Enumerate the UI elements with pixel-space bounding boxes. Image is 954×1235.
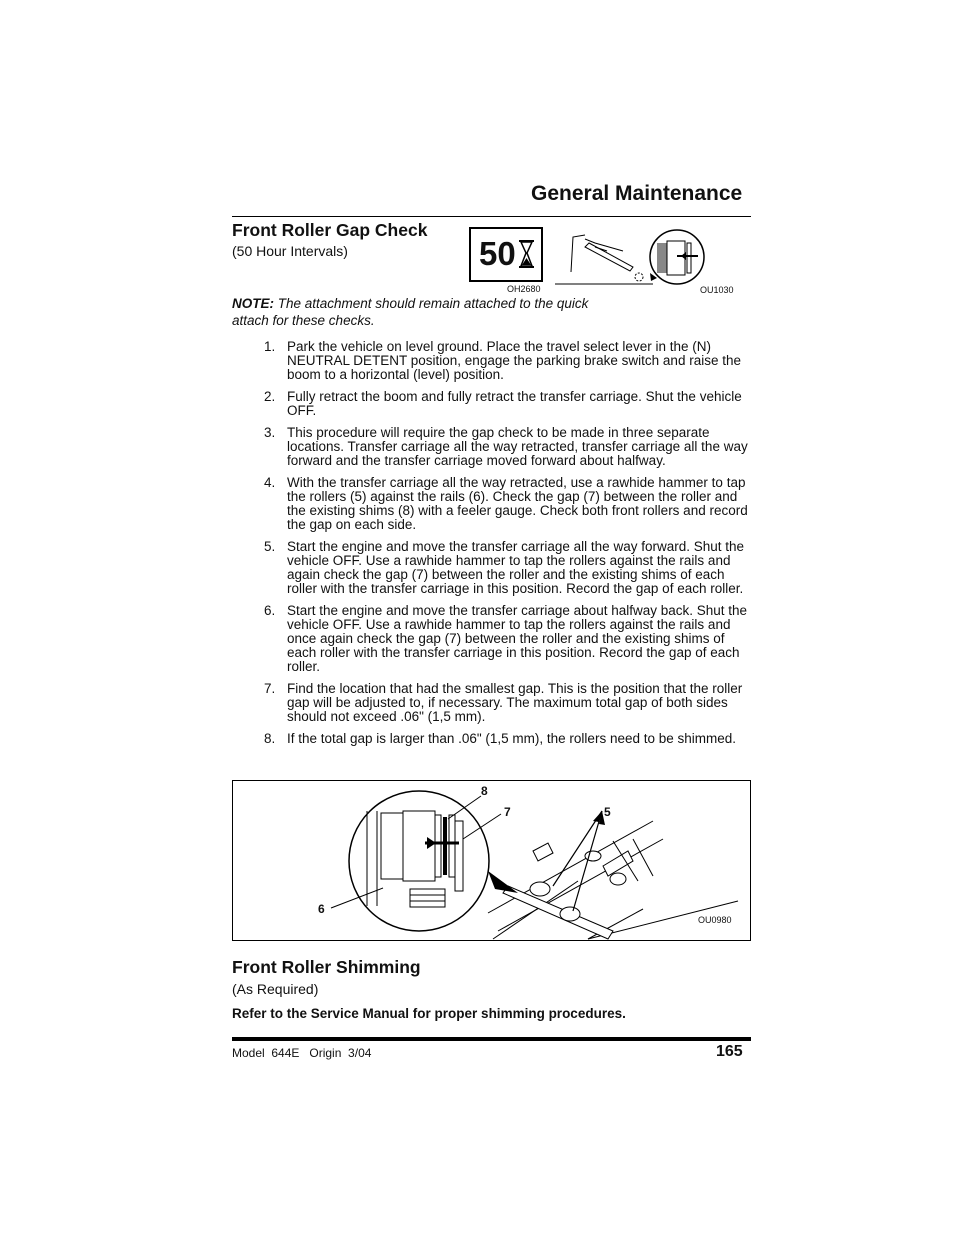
note [232,295,592,329]
step-7 [264,682,754,724]
callout-6: 6 [318,902,325,916]
step-text: Park the vehicle on level ground. Place the travel select lever in the (N) NEUTRAL DETENT position, engage the parking brake switch and raise the boom to a horizontal (level) position. [287,339,741,382]
step-1 [264,340,754,382]
step-4 [264,476,754,532]
note-label: NOTE: [232,296,274,311]
step-number: 3. [264,425,276,440]
service-manual-reference: Refer to the Service Manual for proper shimming procedures. [232,1006,626,1021]
step-text: If the total gap is larger than .06" (1,5 mm), the rollers need to be shimmed. [287,731,737,746]
page-number: 165 [716,1043,743,1060]
step-text: Start the engine and move the transfer carriage all the way forward. Shut the vehicle OFF. Use a rawhide hammer to tap the rollers against the rails and again check the gap (7) between the roller and the existing shims of each roller with the transfer carriage in this position. Record the gap of each roller. [287,539,745,596]
header-rule [232,216,751,217]
footer-model: Model 644E Origin 3/04 [232,1046,372,1060]
step-text: Start the engine and move the transfer carriage about halfway back. Shut the vehicle OFF. Use a rawhide hammer to tap the rollers against the rails and once again check the gap (7) between the roller and the existing shims of each roller with the transfer carriage in this position. Record the gap of each roller. [287,603,748,674]
step-number: 7. [264,681,276,696]
step-number: 8. [264,731,276,746]
step-text: With the transfer carriage all the way retracted, use a rawhide hammer to tap the rollers (5) against the rails (6). Check the gap (7) between the roller and the existing shims (8) with a feeler gauge. Check both front rollers and record the gap on each side. [287,475,748,532]
step-text: Find the location that had the smallest gap. This is the position that the roller gap will be adjusted to, if necessary. The maximum total gap of both sides should not exceed .06" (1,5 mm). [287,681,743,724]
step-number: 1. [264,339,276,354]
step-6 [264,604,754,674]
note-text: The attachment should remain attached to the quick attach for these checks. [232,296,589,328]
step-number: 6. [264,603,276,618]
step-2 [264,390,754,418]
chapter-title: General Maintenance [531,182,743,205]
interval-icon-box [469,227,543,282]
step-text: This procedure will require the gap check to be made in three separate locations. Transfer carriage all the way retracted, transfer carriage all the way forward and the transfer carriage moved forward about halfway. [287,425,748,468]
step-number: 2. [264,389,276,404]
hourglass-icon [518,240,535,268]
section-interval: (As Required) [232,981,319,997]
step-number: 5. [264,539,276,554]
icon-code: OH2680 [507,284,541,294]
roller-figure [232,780,751,941]
step-5 [264,540,754,596]
figure-code: OU0980 [698,915,732,925]
section-interval: (50 Hour Intervals) [232,243,348,259]
step-number: 4. [264,475,276,490]
footer-rule [232,1037,751,1041]
roller-figure-illustration [233,781,750,940]
diagram-code: OU1030 [700,285,734,295]
procedure-steps [264,340,754,754]
roller-gap-diagram [555,229,705,289]
callout-8: 8 [481,784,488,798]
step-8 [264,732,754,746]
step-text: Fully retract the boom and fully retract the transfer carriage. Shut the vehicle OFF. [287,389,742,418]
section-title-shimming: Front Roller Shimming [232,957,421,977]
callout-5: 5 [604,805,611,819]
section-title-gap-check: Front Roller Gap Check [232,220,428,240]
callout-7: 7 [504,805,511,819]
step-3 [264,426,754,468]
interval-hours: 50 [479,235,516,272]
